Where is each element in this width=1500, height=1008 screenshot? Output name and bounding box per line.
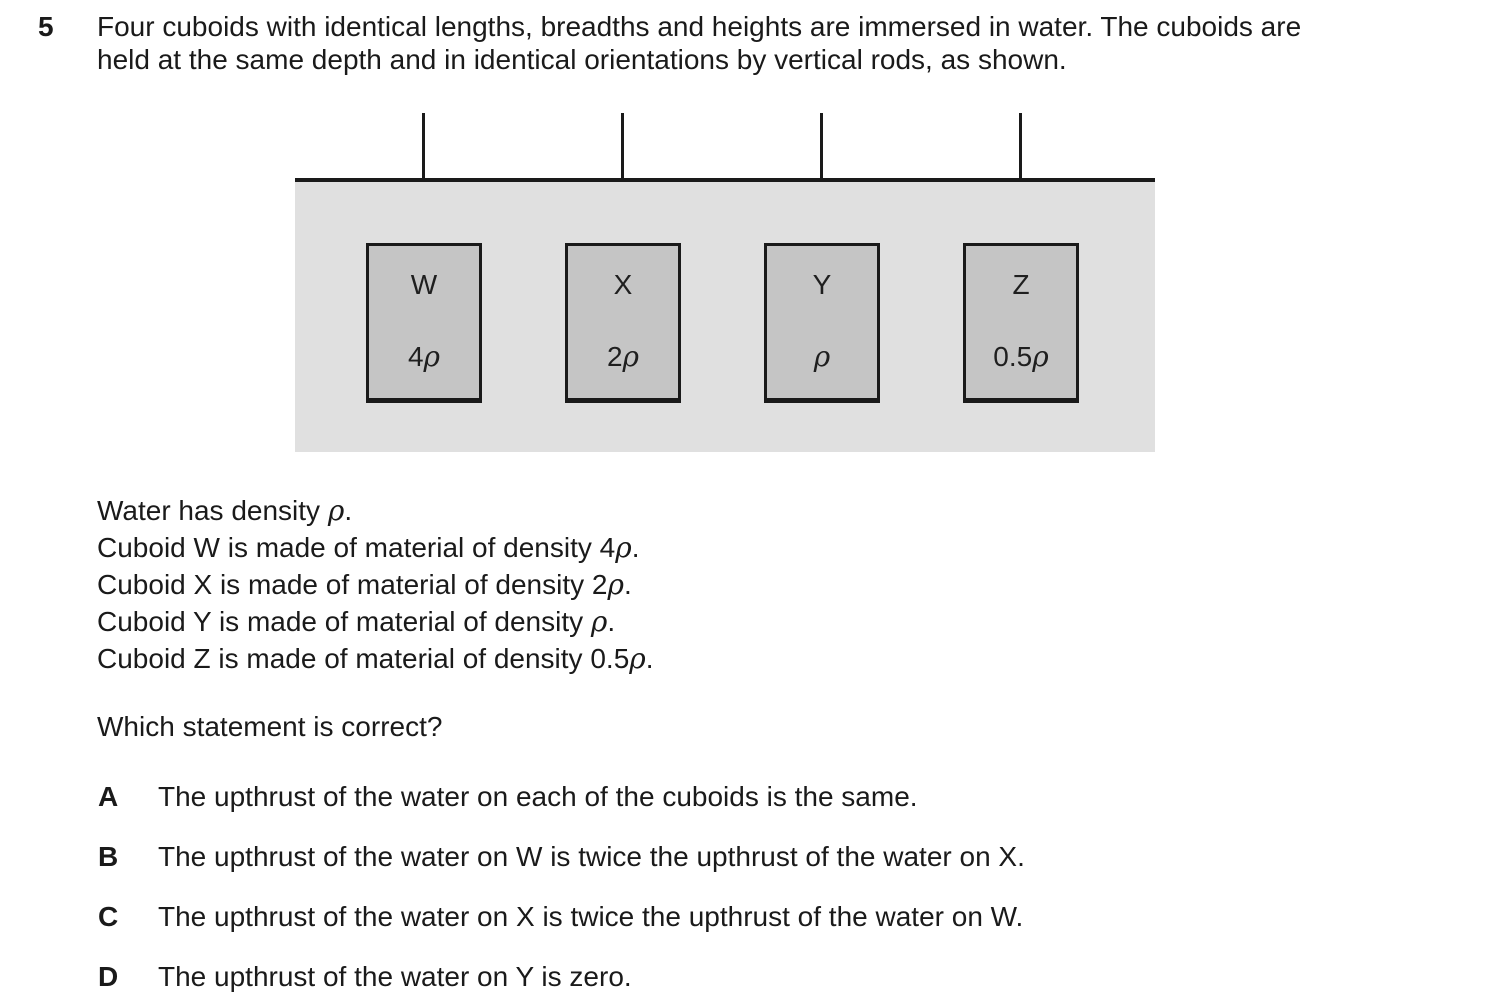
cuboid-z-label: Z xyxy=(1012,269,1030,300)
cuboid-x xyxy=(565,243,681,403)
cuboid-y-label: Y xyxy=(812,269,832,300)
rho-symbol: ρ xyxy=(629,642,646,675)
cuboid-z-density xyxy=(966,341,1076,373)
question-text-line-1: Four cuboids with identical lengths, breadths and heights are immersed in water. The cuboids are xyxy=(97,11,1302,42)
rho-symbol: ρ xyxy=(327,494,345,527)
rho-symbol: ρ xyxy=(622,340,640,373)
cuboid-w-label: W xyxy=(410,269,438,300)
density-value: 4 xyxy=(407,341,424,372)
option-a-text: The upthrust of the water on each of the cuboids is the same. xyxy=(158,781,918,812)
rho-symbol: ρ xyxy=(615,531,632,564)
option-c-letter: C xyxy=(98,901,119,932)
fact-cuboid-y: Cuboid Y is made of material of density ρ. xyxy=(97,605,616,638)
option-a-letter: A xyxy=(98,781,119,812)
rho-symbol: ρ xyxy=(590,605,608,638)
cuboid-w xyxy=(366,243,482,403)
density-value: 2 xyxy=(606,341,623,372)
question-number: 5 xyxy=(38,11,54,42)
option-b-letter: B xyxy=(98,841,119,872)
fact-cuboid-z: Cuboid Z is made of material of density 0.5ρ. xyxy=(97,642,654,675)
fact-cuboid-w: Cuboid W is made of material of density 4ρ. xyxy=(97,531,640,564)
cuboid-w-density xyxy=(369,341,479,373)
option-d-text: The upthrust of the water on Y is zero. xyxy=(158,961,632,992)
question-text xyxy=(97,10,1301,76)
question-text-line-2: held at the same depth and in identical orientations by vertical rods, as shown. xyxy=(97,44,1067,75)
cuboid-x-label: X xyxy=(613,269,633,300)
option-d-letter: D xyxy=(98,961,119,992)
density-value: 0.5 xyxy=(993,341,1033,372)
fact-water-density: Water has density ρ. xyxy=(97,494,353,527)
rho-symbol: ρ xyxy=(423,340,441,373)
cuboid-y xyxy=(764,243,880,403)
cuboid-z xyxy=(963,243,1079,403)
rho-symbol: ρ xyxy=(813,340,831,373)
cuboid-y-density xyxy=(767,341,877,373)
question-prompt: Which statement is correct? xyxy=(97,711,443,742)
density-facts xyxy=(97,492,654,677)
cuboid-x-density xyxy=(568,341,678,373)
rho-symbol: ρ xyxy=(1032,340,1049,373)
option-c-text: The upthrust of the water on X is twice the upthrust of the water on W. xyxy=(158,901,1024,932)
rho-symbol: ρ xyxy=(607,568,624,601)
fact-cuboid-x: Cuboid X is made of material of density 2ρ. xyxy=(97,568,632,601)
option-b-text: The upthrust of the water on W is twice the upthrust of the water on X. xyxy=(158,841,1025,872)
